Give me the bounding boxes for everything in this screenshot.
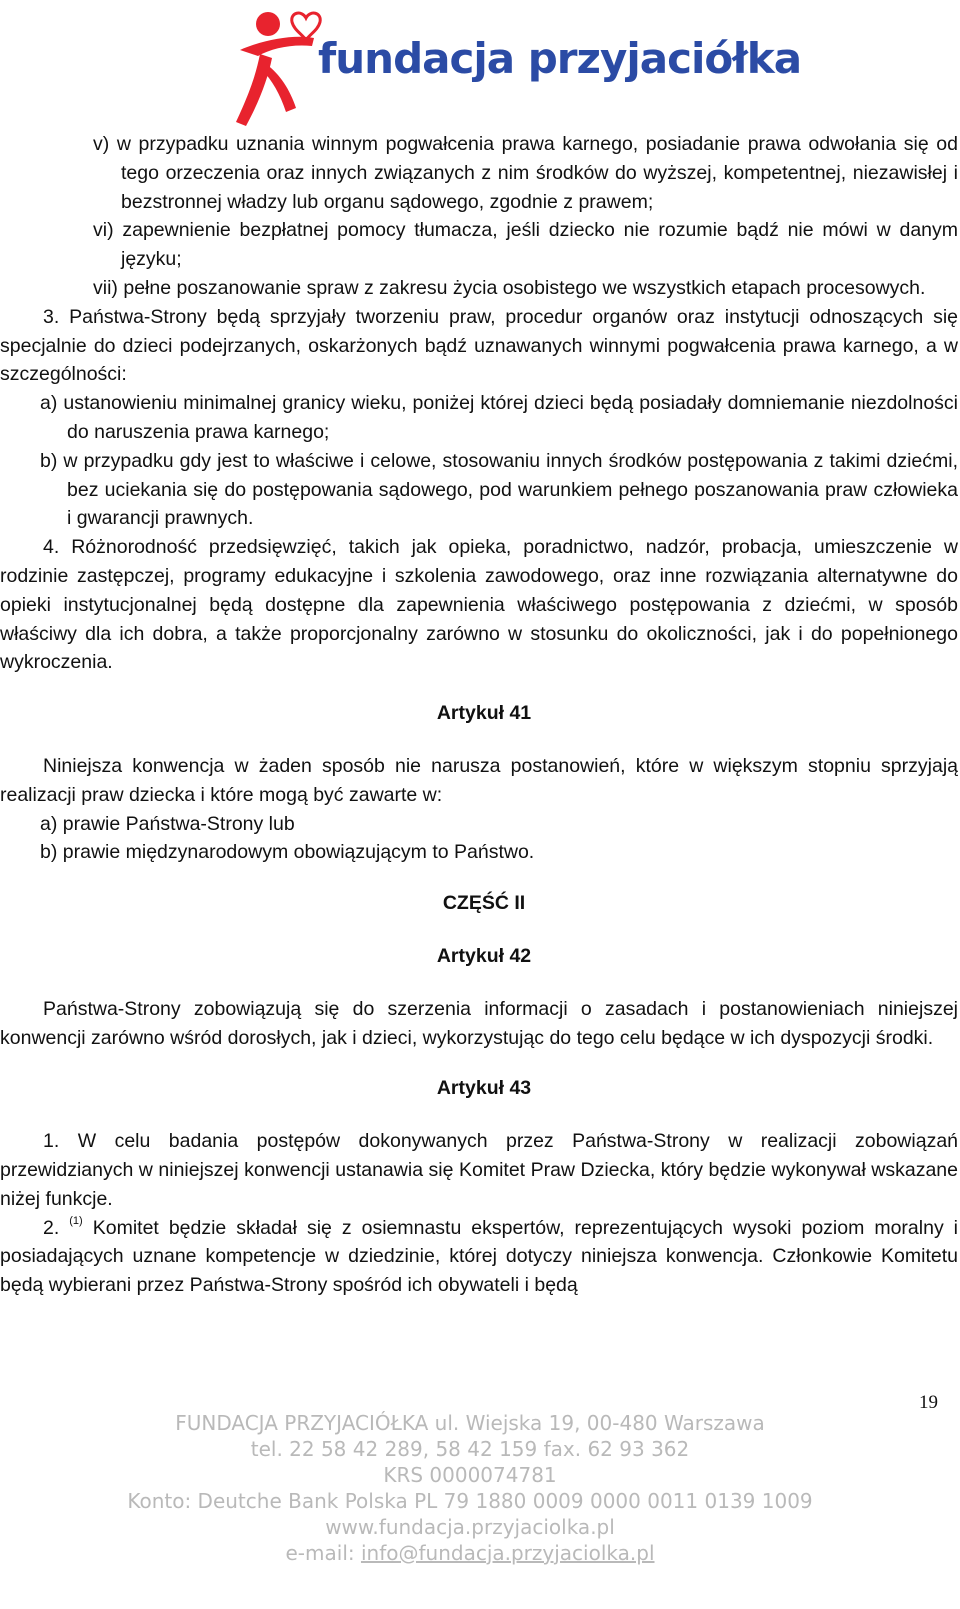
article-42-heading: Artykuł 42 [436, 944, 532, 967]
page-number: 19 [919, 1392, 938, 1413]
footer-email-link[interactable]: info@fundacja.przyjaciolka.pl [360, 1541, 655, 1565]
list-item: b) w przypadku gdy jest to właściwe i celowe, stosowaniu innych środków postępowania z takimi dziećmi, bez uciekania się do postępowania sądowego, pod warunkiem pełnego poszanowania praw człowieka i gwarancji prawnych. [40, 449, 959, 530]
paragraph-4: 4. Różnorodność przedsięwzięć, takich jak opieka, poradnictwo, nadzór, probacja, umieszczenie w rodzinie zastępczej, programy edukacyjne i szkolenia zawodowego, oraz inne rozwiązania alternatywne do opieki instytucjonalnej będą dostępne dla zapewnienia właściwego postępowania z dziećmi, w sposób właściwy dla ich dobra, a także proporcjonalny zarówno w stosunku do okoliczności, jak i do popełnionego wykroczenia. [0, 536, 959, 674]
document-body [0, 130, 958, 1300]
logo-text: fundacja przyjaciółka [318, 34, 802, 83]
foundation-logo [210, 4, 802, 130]
article-41-text: Niniejsza konwencja w żaden sposób nie narusza postanowień, które w większym stopniu sprzyjają realizacji praw dziecka i które mogą być zawarte w: [0, 754, 958, 806]
list-item: vi) zapewnienie bezpłatnej pomocy tłumacza, jeśli dziecko nie rozumie bądź nie mówi w danym języku; [93, 219, 958, 271]
list-item: a) prawie Państwa-Strony lub [40, 812, 295, 835]
footer-bank-account: Konto: Deutche Bank Polska PL 79 1880 0009 0000 0011 0139 1009 [127, 1489, 813, 1513]
part-2-heading: CZĘŚĆ II [442, 892, 526, 915]
article-43-paragraph-2: 2. $^{(1)}$ Komitet będzie składał się z osiemnastu ekspertów, reprezentujących wysoki poziom moralny i posiadających uznane kompetencje w dziedzinie, której dotyczy niniejsza konwencja. Członkowie Komitetu będą wybierani przez Państwa-Strony spośród ich obywateli i będą [0, 1214, 959, 1297]
footnote-marker: (1) [69, 1214, 83, 1227]
footer-krs: KRS 0000074781 [383, 1463, 557, 1487]
footer-website-link[interactable]: www.fundacja.przyjaciolka.pl [325, 1515, 615, 1539]
list-item: b) prawie międzynarodowym obowiązującym to Państwo. [40, 841, 535, 864]
footer [0, 1410, 940, 1566]
footer-address: FUNDACJA PRZYJACIÓŁKA ul. Wiejska 19, 00-480 Warszawa [175, 1411, 765, 1435]
heart-figure-icon [210, 4, 330, 130]
list-item: v) w przypadku uznania winnym pogwałcenia prawa karnego, posiadanie prawa odwołania się od tego orzeczenia oraz innych związanych z nim środków do wyższej, kompetentnej, niezawisłej i bezstronnej władzy lub organu sądowego, zgodnie z prawem; [93, 133, 958, 213]
article-42-text: Państwa-Strony zobowiązują się do szerzenia informacji o zasadach i postanowieniach niniejszej konwencji zarówno wśród dorosłych, jak i dzieci, wykorzystując do tego celu będące w ich dyspozycji środki. [0, 997, 958, 1049]
article-43-paragraph-1: 1. W celu badania postępów dokonywanych przez Państwa-Strony w realizacji zobowiązań przewidzianych w niniejszej konwencji ustanawia się Komitet Praw Dziecka, który będzie wykonywał wskazane niżej funkcje. [0, 1130, 959, 1210]
list-item: vii) pełne poszanowanie spraw z zakresu życia osobistego we wszystkich etapach procesowych. [93, 276, 926, 299]
article-41-heading: Artykuł 41 [436, 702, 532, 725]
footer-email: e-mail: info@fundacja.przyjaciolka.pl [285, 1541, 655, 1565]
article-43-heading: Artykuł 43 [436, 1077, 532, 1100]
paragraph-3: 3. Państwa-Strony będą sprzyjały tworzeniu praw, procedur organów oraz instytucji odnoszących się specjalnie do dzieci podejrzanych, oskarżonych bądź uznawanych winnymi pogwałcenia prawa karnego, a w szczególności: [0, 305, 958, 386]
list-item: a) ustanowieniu minimalnej granicy wieku, poniżej której dzieci będą posiadały domniemanie niezdolności do naruszenia prawa karnego; [40, 392, 959, 443]
footer-phone: tel. 22 58 42 289, 58 42 159 fax. 62 93 362 [250, 1437, 690, 1461]
